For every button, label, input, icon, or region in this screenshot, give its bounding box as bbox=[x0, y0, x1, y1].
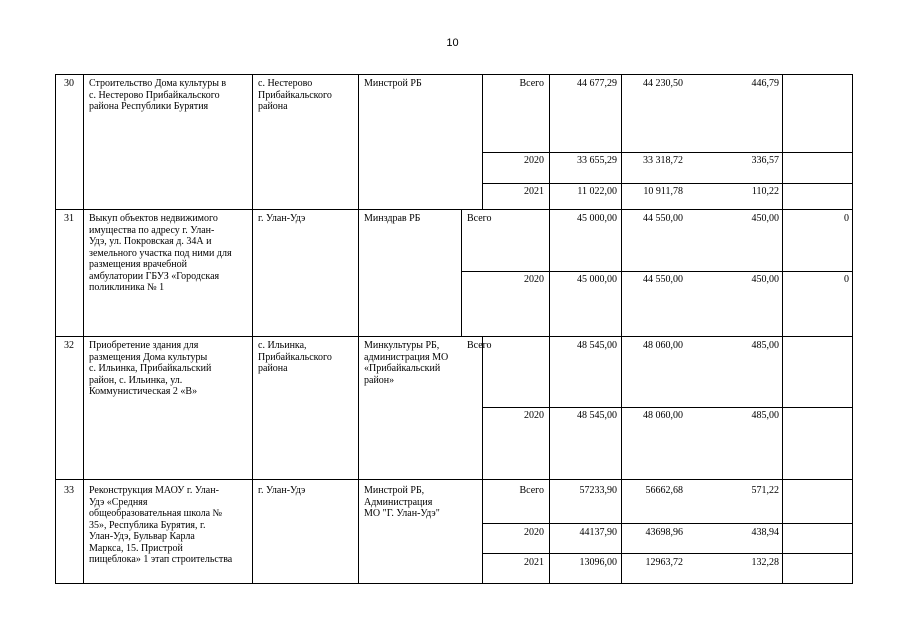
row-divider bbox=[56, 336, 852, 337]
amount-total: 48 545,00 bbox=[577, 340, 617, 351]
amount-regional: 485,00 bbox=[751, 340, 779, 351]
period-label: 2021 bbox=[524, 557, 544, 568]
column-divider bbox=[83, 75, 84, 583]
amount-federal: 43698,96 bbox=[645, 527, 683, 538]
subrow-divider bbox=[482, 183, 852, 184]
period-label: 2020 bbox=[524, 155, 544, 166]
amount-federal: 12963,72 bbox=[645, 557, 683, 568]
column-divider bbox=[782, 75, 783, 583]
column-divider bbox=[482, 336, 483, 583]
period-label: Всего bbox=[467, 340, 492, 351]
amount-regional: 110,22 bbox=[751, 186, 779, 197]
object-name: Реконструкция МАОУ г. Улан- Удэ «Средняя общеобразовательная школа № 35», Республика Бурятия, г. Улан-Удэ, Бульвар Карла Маркса, 15. Пристрой пищеблока» 1 этап строительства bbox=[89, 485, 233, 565]
amount-regional: 450,00 bbox=[751, 274, 779, 285]
row-divider bbox=[56, 479, 852, 480]
period-label: 2021 bbox=[524, 186, 544, 197]
period-label: 2020 bbox=[524, 410, 544, 421]
column-divider bbox=[358, 75, 359, 583]
row-number: 30 bbox=[64, 78, 74, 89]
subrow-divider bbox=[482, 523, 852, 524]
column-divider bbox=[252, 75, 253, 583]
object-location: с. Нестерово Прибайкальского района bbox=[258, 78, 332, 112]
amount-federal: 56662,68 bbox=[645, 485, 683, 496]
amount-regional: 132,28 bbox=[751, 557, 779, 568]
row-divider bbox=[56, 209, 852, 210]
object-name: Выкуп объектов недвижимого имущества по адресу г. Улан- Удэ, ул. Покровская д. 34А и земельного участка под ними для размещения врачебной амбулатории ГБУЗ «Городская поликлиника № 1 bbox=[89, 213, 232, 293]
object-location: г. Улан-Удэ bbox=[258, 485, 306, 496]
period-label: Всего bbox=[467, 213, 492, 224]
executor: Минздрав РБ bbox=[364, 213, 421, 224]
amount-regional: 446,79 bbox=[751, 78, 779, 89]
amount-federal: 10 911,78 bbox=[643, 186, 683, 197]
amount-total: 44 677,29 bbox=[577, 78, 617, 89]
amount-federal: 44 230,50 bbox=[643, 78, 683, 89]
subrow-divider bbox=[482, 152, 852, 153]
program-table bbox=[55, 74, 853, 584]
amount-federal: 48 060,00 bbox=[643, 410, 683, 421]
period-label: 2020 bbox=[524, 527, 544, 538]
executor: Минстрой РБ, Администрация МО "Г. Улан-Удэ" bbox=[364, 485, 440, 519]
amount-regional: 485,00 bbox=[751, 410, 779, 421]
amount-local: 0 bbox=[844, 213, 849, 224]
amount-local: 0 bbox=[844, 274, 849, 285]
executor: Минкультуры РБ, администрация МО «Прибайкальский район» bbox=[364, 340, 449, 386]
amount-total: 45 000,00 bbox=[577, 274, 617, 285]
subrow-divider bbox=[461, 271, 852, 272]
column-divider bbox=[461, 209, 462, 336]
subrow-divider bbox=[482, 553, 852, 554]
amount-federal: 44 550,00 bbox=[643, 274, 683, 285]
executor: Минстрой РБ bbox=[364, 78, 422, 89]
amount-regional: 571,22 bbox=[751, 485, 779, 496]
object-name: Приобретение здания для размещения Дома культуры с. Ильинка, Прибайкальский район, с. Ильинка, ул. Коммунистическая 2 «В» bbox=[89, 340, 212, 397]
period-label: Всего bbox=[519, 485, 544, 496]
amount-total: 48 545,00 bbox=[577, 410, 617, 421]
column-divider bbox=[621, 75, 622, 583]
object-location: с. Ильинка, Прибайкальского района bbox=[258, 340, 332, 374]
amount-total: 57233,90 bbox=[579, 485, 617, 496]
period-label: 2020 bbox=[524, 274, 544, 285]
row-number: 33 bbox=[64, 485, 74, 496]
amount-total: 33 655,29 bbox=[577, 155, 617, 166]
row-number: 32 bbox=[64, 340, 74, 351]
row-number: 31 bbox=[64, 213, 74, 224]
object-name: Строительство Дома культуры в с. Нестерово Прибайкальского района Республики Бурятия bbox=[89, 78, 227, 112]
amount-total: 45 000,00 bbox=[577, 213, 617, 224]
amount-federal: 44 550,00 bbox=[643, 213, 683, 224]
subrow-divider bbox=[482, 407, 852, 408]
amount-total: 44137,90 bbox=[579, 527, 617, 538]
amount-regional: 336,57 bbox=[751, 155, 779, 166]
amount-regional: 438,94 bbox=[751, 527, 779, 538]
amount-regional: 450,00 bbox=[751, 213, 779, 224]
object-location: г. Улан-Удэ bbox=[258, 213, 306, 224]
period-label: Всего bbox=[519, 78, 544, 89]
page-number: 10 bbox=[446, 37, 459, 49]
amount-total: 11 022,00 bbox=[577, 186, 617, 197]
amount-federal: 33 318,72 bbox=[643, 155, 683, 166]
column-divider bbox=[549, 75, 550, 583]
amount-total: 13096,00 bbox=[579, 557, 617, 568]
amount-federal: 48 060,00 bbox=[643, 340, 683, 351]
